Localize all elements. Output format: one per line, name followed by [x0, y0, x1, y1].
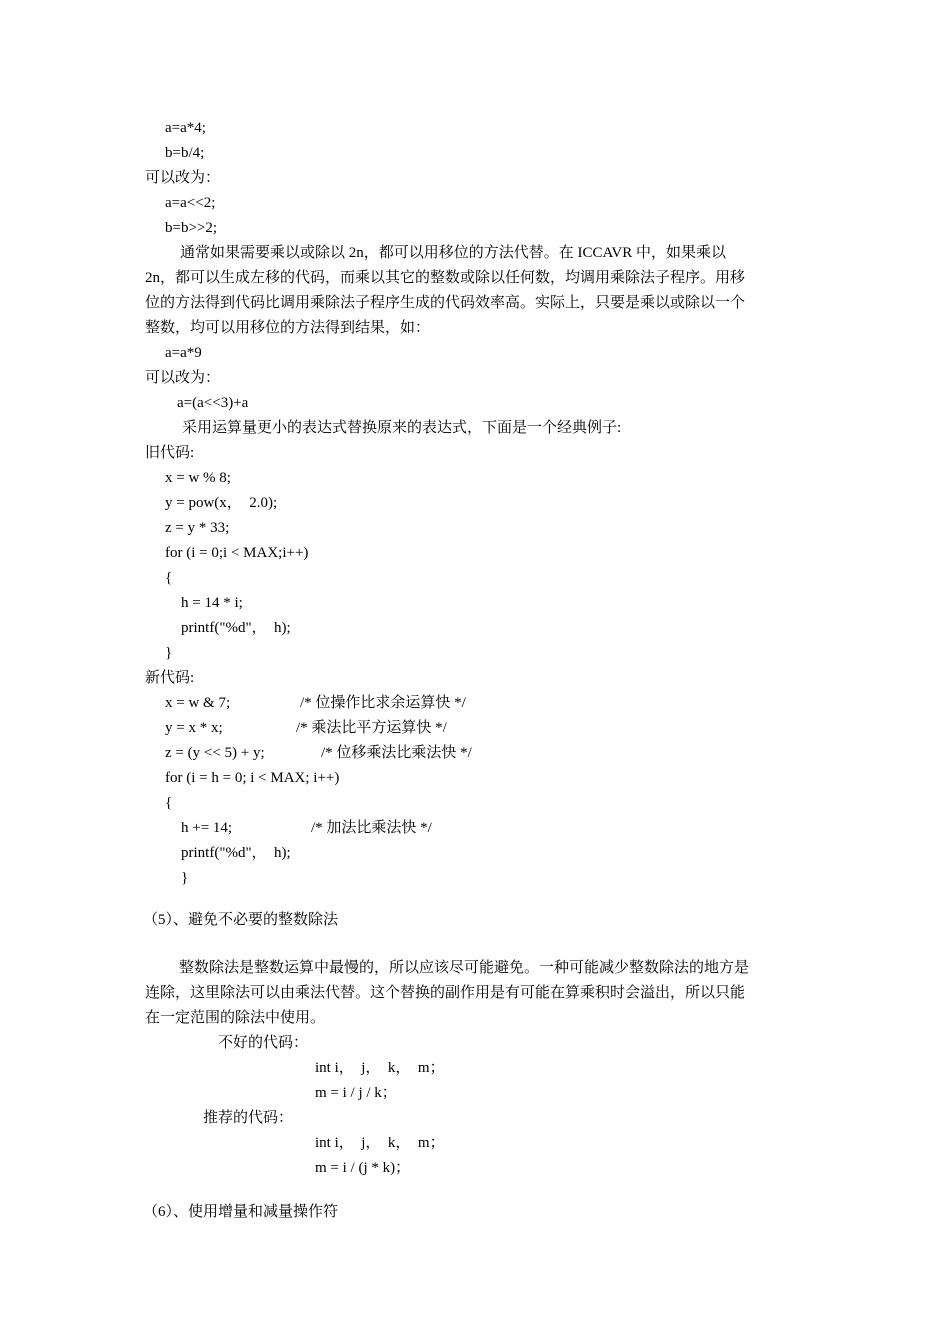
code-line: y = pow(x， 2.0);	[165, 495, 278, 511]
section-heading: （5）、避免不必要的整数除法	[143, 912, 339, 928]
code-line: b=b/4;	[165, 145, 205, 161]
paragraph-line: 在一定范围的除法中使用。	[145, 1010, 326, 1026]
code-line: a=a*9	[165, 345, 202, 361]
text-line: 可以改为：	[145, 170, 221, 186]
code-comment: /* 位移乘法比乘法快 */	[321, 745, 472, 761]
paragraph-line: 采用运算量更小的表达式替换原来的表达式，下面是一个经典例子:	[182, 420, 622, 436]
code-line: for (i = h = 0; i < MAX; i++)	[165, 770, 340, 786]
code-line: for (i = 0;i < MAX;i++)	[165, 545, 309, 561]
section-heading: （6）、使用增量和减量操作符	[143, 1204, 339, 1220]
code-comment: /* 加法比乘法快 */	[311, 820, 432, 836]
code-comment: /* 位操作比求余运算快 */	[300, 695, 466, 711]
code-line: b=b>>2;	[165, 220, 218, 236]
code-line: a=a<<2;	[165, 195, 216, 211]
code-line: printf("%d"， h);	[181, 845, 291, 861]
code-line: a=a*4;	[165, 120, 206, 136]
code-line: {	[165, 570, 173, 586]
code-line: y = x * x;	[165, 720, 223, 736]
paragraph-line: 整数除法是整数运算中最慢的，所以应该尽可能避免。一种可能减少整数除法的地方是	[179, 960, 750, 976]
code-line: m = i / (j * k)；	[315, 1160, 411, 1176]
paragraph-line: 通常如果需要乘以或除以 2n，都可以用移位的方法代替。在 ICCAVR 中，如果乘以	[180, 245, 726, 261]
paragraph-line: 整数，均可以用移位的方法得到结果，如：	[145, 320, 431, 336]
code-line: printf("%d"， h);	[181, 620, 291, 636]
code-comment: /* 乘法比平方运算快 */	[296, 720, 447, 736]
code-line: x = w % 8;	[165, 470, 231, 486]
paragraph-line: 连除，这里除法可以由乘法代替。这个替换的副作用是有可能在算乘积时会溢出，所以只能	[145, 985, 746, 1001]
section-label: 旧代码:	[145, 445, 195, 461]
code-line: z = y * 33;	[165, 520, 230, 536]
code-line: {	[165, 795, 173, 811]
code-line: int i， j， k， m；	[315, 1060, 445, 1076]
text-line: 不好的代码：	[218, 1035, 309, 1051]
code-line: }	[165, 645, 173, 661]
paragraph-line: 2n，都可以生成左移的代码，而乘以其它的整数或除以任何数，均调用乘除法子程序。用移	[145, 270, 746, 286]
paragraph-line: 位的方法得到代码比调用乘除法子程序生成的代码效率高。实际上，只要是乘以或除以一个	[145, 295, 746, 311]
code-line: h = 14 * i;	[181, 595, 243, 611]
text-line: 可以改为：	[145, 370, 221, 386]
text-line: 推荐的代码：	[203, 1110, 294, 1126]
code-line: x = w & 7;	[165, 695, 231, 711]
code-line: a=(a<<3)+a	[177, 395, 249, 411]
code-line: m = i / j / k；	[315, 1085, 397, 1101]
code-line: }	[181, 870, 189, 886]
code-line: z = (y << 5) + y;	[165, 745, 265, 761]
code-line: int i， j， k， m；	[315, 1135, 445, 1151]
section-label: 新代码:	[145, 670, 195, 686]
code-line: h += 14;	[181, 820, 233, 836]
